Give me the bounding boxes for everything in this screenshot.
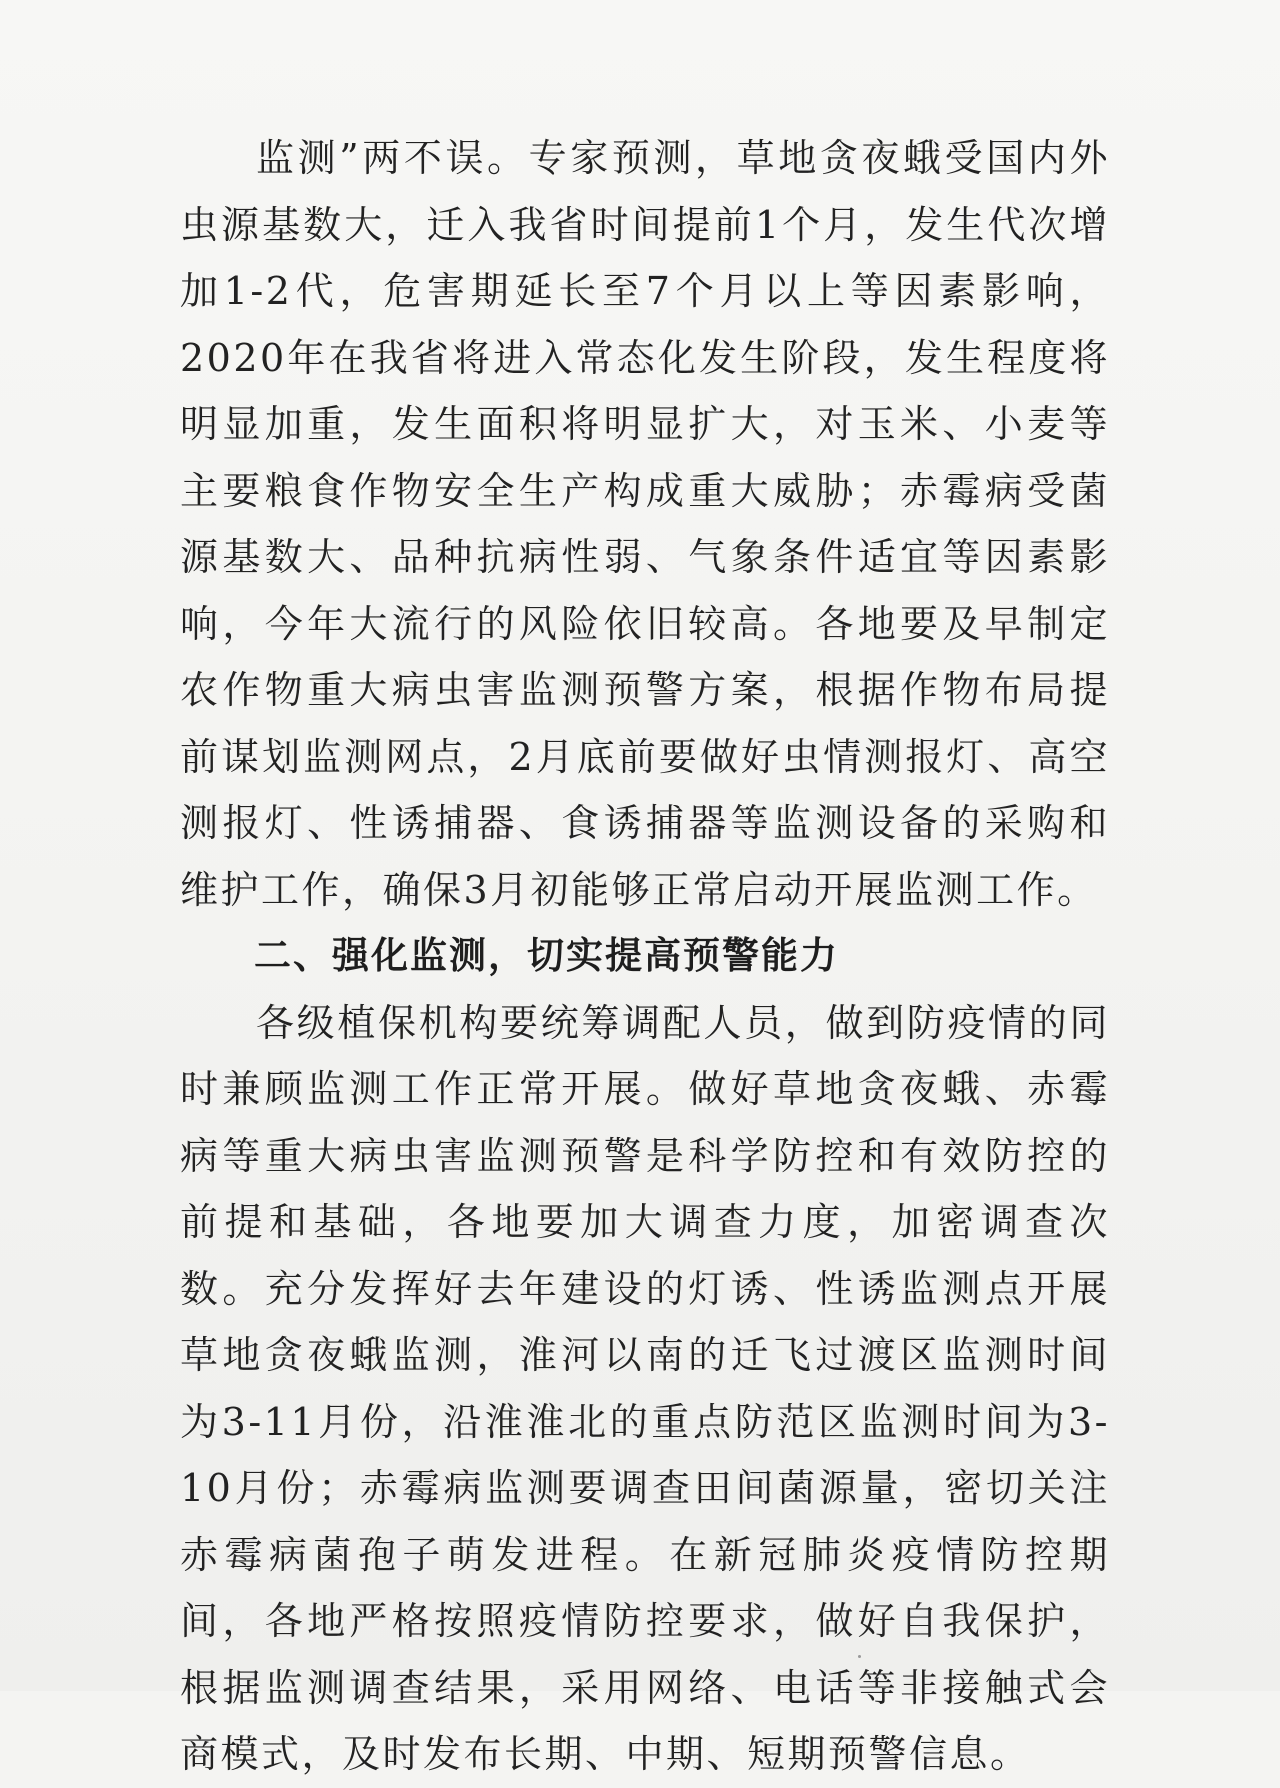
- document-body: [180, 125, 1110, 1788]
- body-paragraph-2: 各级植保机构要统筹调配人员，做到防疫情的同时兼顾监测工作正常开展。做好草地贪夜蛾、赤霉病等重大病虫害监测预警是科学防控和有效防控的前提和基础，各地要加大调查力度，加密调查次数。充分发挥好去年建设的灯诱、性诱监测点开展草地贪夜蛾监测，淮河以南的迁飞过渡区监测时间为3-11月份，沿淮淮北的重点防范区监测时间为3-10月份；赤霉病监测要调查田间菌源量，密切关注赤霉病菌孢子萌发进程。在新冠肺炎疫情防控期间，各地严格按照疫情防控要求，做好自我保护，根据监测调查结果，采用网络、电话等非接触式会商模式，及时发布长期、中期、短期预警信息。: [180, 1000, 1110, 1776]
- paper-speck: [858, 1655, 861, 1658]
- section-heading: 二、强化监测，切实提高预警能力: [254, 934, 839, 977]
- body-paragraph-1: 监测”两不误。专家预测，草地贪夜蛾受国内外虫源基数大，迁入我省时间提前1个月，发生代次增加1-2代，危害期延长至7个月以上等因素影响，2020年在我省将进入常态化发生阶段，发生程度将明显加重，发生面积将明显扩大，对玉米、小麦等主要粮食作物安全生产构成重大威胁；赤霉病受菌源基数大、品种抗病性弱、气象条件适宜等因素影响，今年大流行的风险依旧较高。各地要及早制定农作物重大病虫害监测预警方案，根据作物布局提前谋划监测网点，2月底前要做好虫情测报灯、高空测报灯、性诱捕器、食诱捕器等监测设备的采购和维护工作，确保3月初能够正常启动开展监测工作。: [180, 136, 1110, 912]
